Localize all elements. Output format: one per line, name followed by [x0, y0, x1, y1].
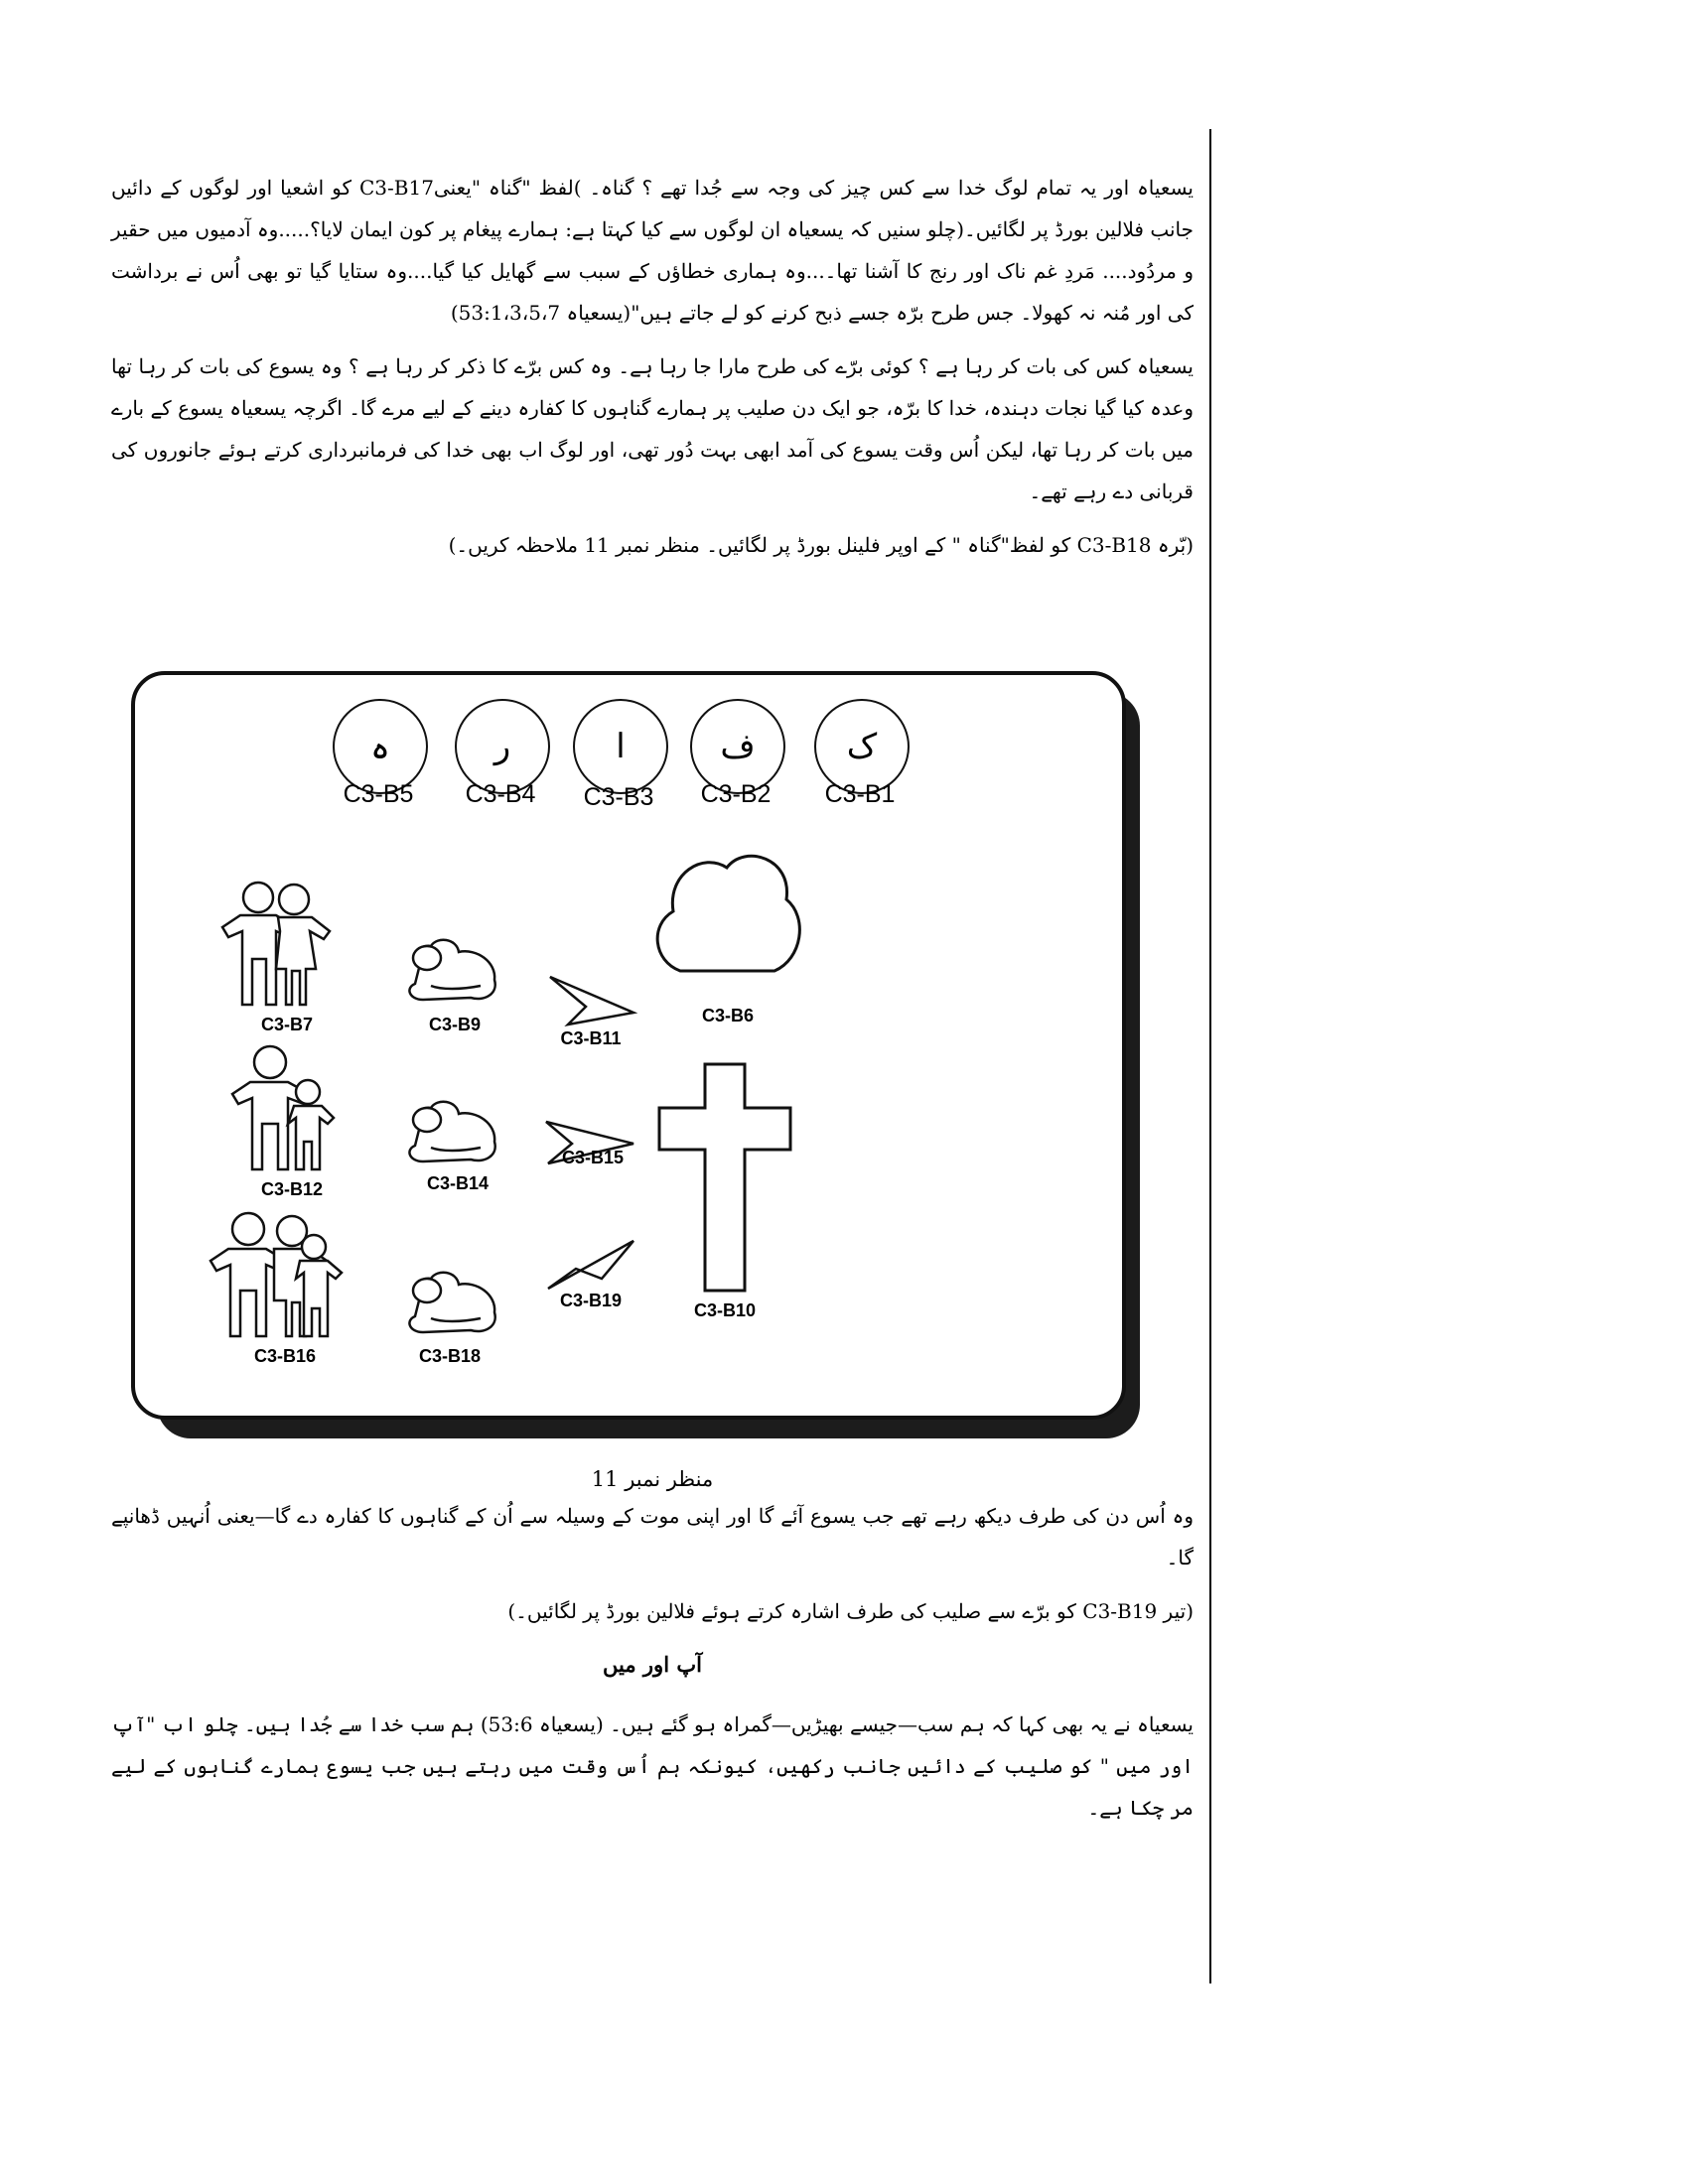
letter-label: C3-B3: [583, 783, 654, 811]
letter-circle: ہ: [333, 699, 428, 794]
family-icon: [220, 882, 332, 1009]
lamb-icon: [401, 1090, 504, 1167]
image-label: C3-B14: [426, 1173, 490, 1193]
paragraph: یسعیاہ نے یہ بھی کہا کہ ہم سب—جیسے بھیڑیں—گمراہ ہو گئے ہیں۔ (یسعیاہ 53:6) ہم سب خدا سے جُدا ہیں۔ چلو اب "آپ اور میں " کو صلیب کے دائیں جانب رکھیں، کیونکہ ہم اُس وقت میں رہتے ہیں جب یسوع ہمارے گناہوں کے لیے مر چکا ہے۔: [111, 1712, 1194, 1820]
page-margin-rule: [1209, 129, 1211, 1983]
image-label: C3-B7: [260, 1015, 313, 1034]
paragraph: یسعیاہ کس کی بات کر رہا ہے ؟ کوئی برّے کی طرح مارا جا رہا ہے۔ وہ کس برّے کا ذکر کر رہا ہے ؟ وہ یسوع کی بات کر رہا تھا وعدہ کیا گیا نجات دہندہ، خدا کا برّہ، جو ایک دن صلیب پر ہمارے گناہوں کا کفارہ دینے کے لیے مرے گا۔ اگرچہ یسعیاہ یسوع کے بارے میں بات کر رہا تھا، لیکن اُس وقت یسوع کی آمد ابھی بہت دُور تھی، اور لوگ اب بھی خدا کی فرمانبرداری کرتے ہوئے جانوروں کی قربانی دے رہے تھے۔: [111, 354, 1194, 503]
letter-label: C3-B4: [465, 780, 536, 808]
lamb-icon: [401, 1261, 504, 1340]
image-label: C3-B16: [253, 1346, 317, 1366]
paragraph: وہ اُس دن کی طرف دیکھ رہے تھے جب یسوع آئے گا اور اپنی موت کے وسیلہ سے اُن کے گناہوں کا کفارہ دے گا—یعنی اُنہیں ڈھانپے گا۔: [111, 1504, 1194, 1570]
letter-label: C3-B1: [824, 780, 896, 808]
paragraph: (بّرہ C3-B18 کو لفظ"گناہ " کے اوپر فلینل بورڈ پر لگائیں۔ منظر نمبر 11 ملاحظہ کریں۔): [448, 533, 1194, 557]
letter-circle: ر: [455, 699, 550, 794]
upper-text: [111, 167, 1194, 578]
letter-label: C3-B5: [343, 780, 414, 808]
image-label: C3-B6: [701, 1006, 754, 1025]
image-label: C3-B10: [693, 1300, 757, 1320]
family-icon: [209, 1211, 348, 1340]
letter-circle: ا: [573, 699, 668, 794]
arrow-icon: [546, 1239, 635, 1291]
scene-caption: منظر نمبر 11: [591, 1467, 714, 1491]
paragraph: (تیر C3-B19 کو برّے سے صلیب کی طرف اشارہ کرتے ہوئے فلالین بورڈ پر لگائیں۔): [507, 1599, 1194, 1623]
section-heading: آپ اور میں: [603, 1652, 702, 1677]
image-label: C3-B19: [559, 1291, 623, 1310]
arrow-icon: [548, 975, 635, 1026]
letter-circle: ف: [690, 699, 785, 794]
lower-text: [111, 1495, 1194, 1841]
image-label: C3-B15: [561, 1148, 625, 1167]
paragraph: یسعیاہ اور یہ تمام لوگ خدا سے کس چیز کی وجہ سے جُدا تھے ؟ گناہ۔ )لفظ "گناہ "یعنیC3-B17 کو اشعیا اور لوگوں کے دائیں جانب فلالین بورڈ پر لگائیں۔(چلو سنیں کہ یسعیاہ ان لوگوں سے کیا کہتا ہے: ہمارے پیغام پر کون ایمان لایا؟.....وہ آدمیوں میں حقیر و مردُود.... مَردِ غم ناک اور رنج کا آشنا تھا۔...وہ ہماری خطاؤں کے سبب سے گھایل کیا گیا....وہ ستایا گیا تو بھی اُس نے برداشت کی اور مُنہ نہ کھولا۔ جس طرح برّہ جسے ذبح کرنے کو لے جاتے ہیں"(یسعیاہ 53:1،3،5،7): [111, 176, 1194, 325]
family-icon: [230, 1044, 334, 1173]
letter-circle: ک: [814, 699, 910, 794]
image-label: C3-B18: [418, 1346, 482, 1366]
cloud-icon: [645, 834, 809, 993]
cross-icon: [659, 1064, 790, 1291]
lamb-icon: [401, 928, 504, 1006]
image-label: C3-B9: [428, 1015, 481, 1034]
letter-label: C3-B2: [700, 780, 772, 808]
image-label: C3-B11: [560, 1028, 622, 1048]
image-label: C3-B12: [260, 1179, 324, 1199]
